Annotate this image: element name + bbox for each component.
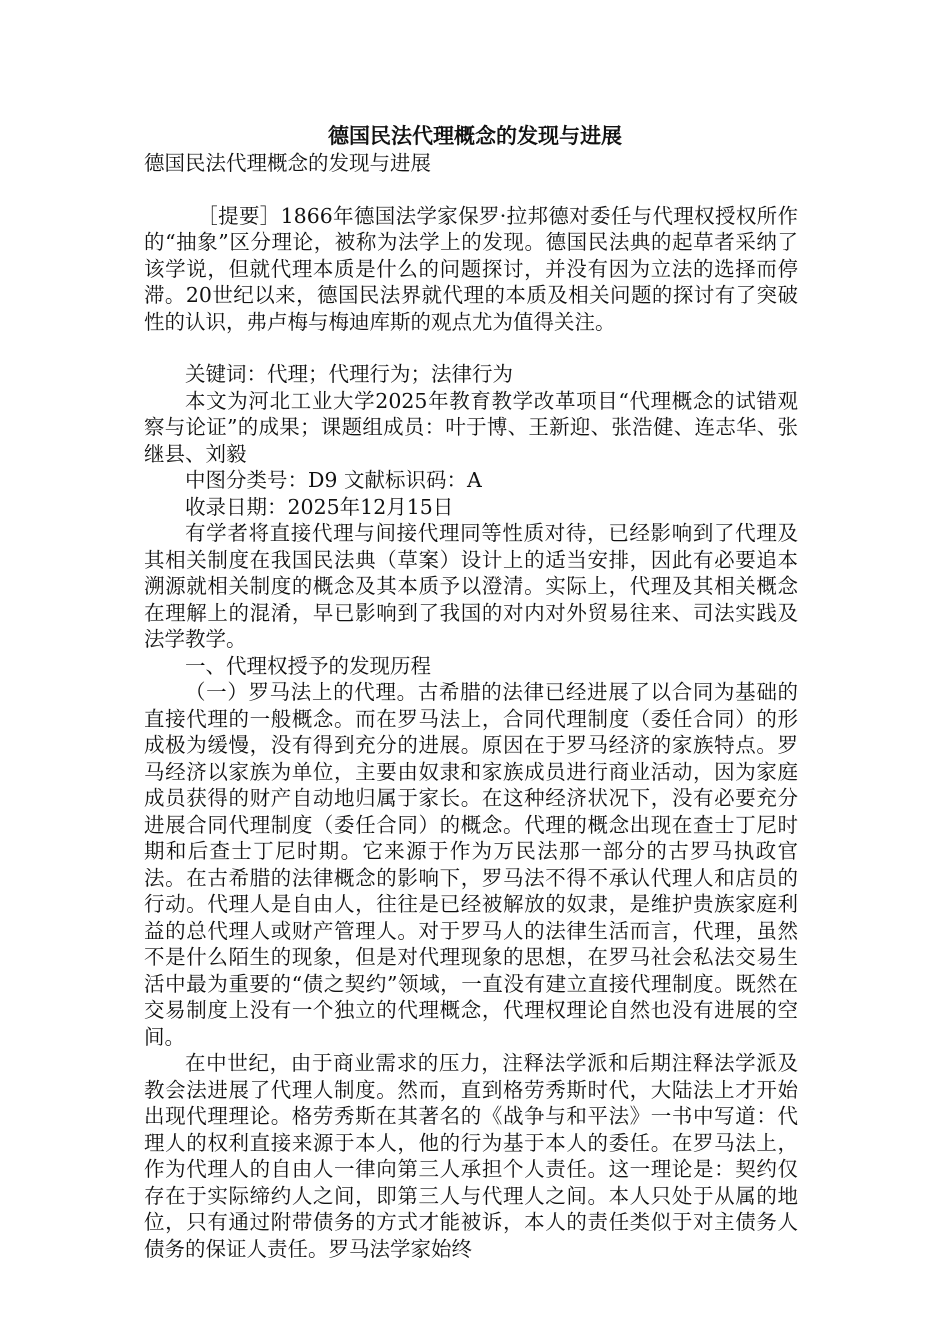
body-paragraph-intro: 有学者将直接代理与间接代理同等性质对待，已经影响到了代理及其相关制度在我国民法典（草案）设计上的适当安排，因此有必要追本溯源就相关制度的概念及其本质予以澄清。实际上，代理及其相关概念在理解上的混淆，早已影响到了我国的对内对外贸易往来、司法实践及法学教学。 bbox=[144, 521, 798, 651]
body-paragraph-roman-law: （一）罗马法上的代理。古希腊的法律已经进展了以合同为基础的直接代理的一般概念。而在罗马法上，合同代理制度（委任合同）的形成极为缓慢，没有得到充分的进展。原因在于罗马经济的家族特点。罗马经济以家族为单位，主要由奴隶和家族成员进行商业活动，因为家庭成员获得的财产自动地归属于家长。在这种经济状况下，没有必要充分进展合同代理制度（委任合同）的概念。代理的概念出现在查士丁尼时期和后查士丁尼时期。它来源于作为万民法那一部分的古罗马执政官法。在古希腊的法律概念的影响下，罗马法不得不承认代理人和店员的行动。代理人是自由人，往往是已经被解放的奴隶，是维护贵族家庭利益的总代理人或财产管理人。对于罗马人的法律生活而言，代理，虽然不是什么陌生的现象，但是对代理现象的思想，在罗马社会私法交易生活中最为重要的“债之契约”领域，一直没有建立直接代理制度。既然在交易制度上没有一个独立的代理概念，代理权理论自然也没有进展的空间。 bbox=[144, 680, 798, 1049]
body-paragraph-middle-ages: 在中世纪，由于商业需求的压力，注释法学派和后期注释法学派及教会法进展了代理人制度。然而，直到格劳秀斯时代，大陆法上才开始出现代理理论。格劳秀斯在其著名的《战争与和平法》一书中写道：代理人的权利直接来源于本人，他的行为基于本人的委任。在罗马法上，作为代理人的自由人一律向第三人承担个人责任。这一理论是：契约仅存在于实际缔约人之间，即第三人与代理人之间。本人只处于从属的地位，只有通过附带债务的方式才能被诉，本人的责任类似于对主债务人债务的保证人责任。罗马法学家始终 bbox=[144, 1051, 798, 1261]
project-note: 本文为河北工业大学2025年教育教学改革项目“代理概念的试错观察与论证”的成果；课题组成员：叶于博、王新迎、张浩健、连志华、张继县、刘毅 bbox=[144, 388, 798, 466]
abstract-paragraph: ［提要］1866年德国法学家保罗·拉邦德对委任与代理权授权所作的“抽象”区分理论，被称为法学上的发现。德国民法典的起草者采纳了该学说，但就代理本质是什么的问题探讨，并没有因为立法的选择而停滞。20世纪以来，德国民法界就代理的本质及相关问题的探讨有了突破性的认识，弗卢梅与梅迪库斯的观点尤为值得关注。 bbox=[144, 203, 798, 334]
keywords-line: 关键词：代理；代理行为；法律行为 bbox=[185, 362, 513, 386]
document-subtitle: 德国民法代理概念的发现与进展 bbox=[144, 151, 431, 175]
spacer bbox=[144, 177, 798, 203]
section-heading: 一、代理权授予的发现历程 bbox=[185, 653, 431, 678]
document-body bbox=[144, 150, 798, 1262]
spacer bbox=[144, 335, 798, 361]
document-title: 德国民法代理概念的发现与进展 bbox=[328, 123, 622, 148]
classification-line: 中图分类号：D9 文献标识码：A bbox=[185, 468, 482, 492]
received-date-line: 收录日期：2025年12月15日 bbox=[185, 494, 454, 519]
